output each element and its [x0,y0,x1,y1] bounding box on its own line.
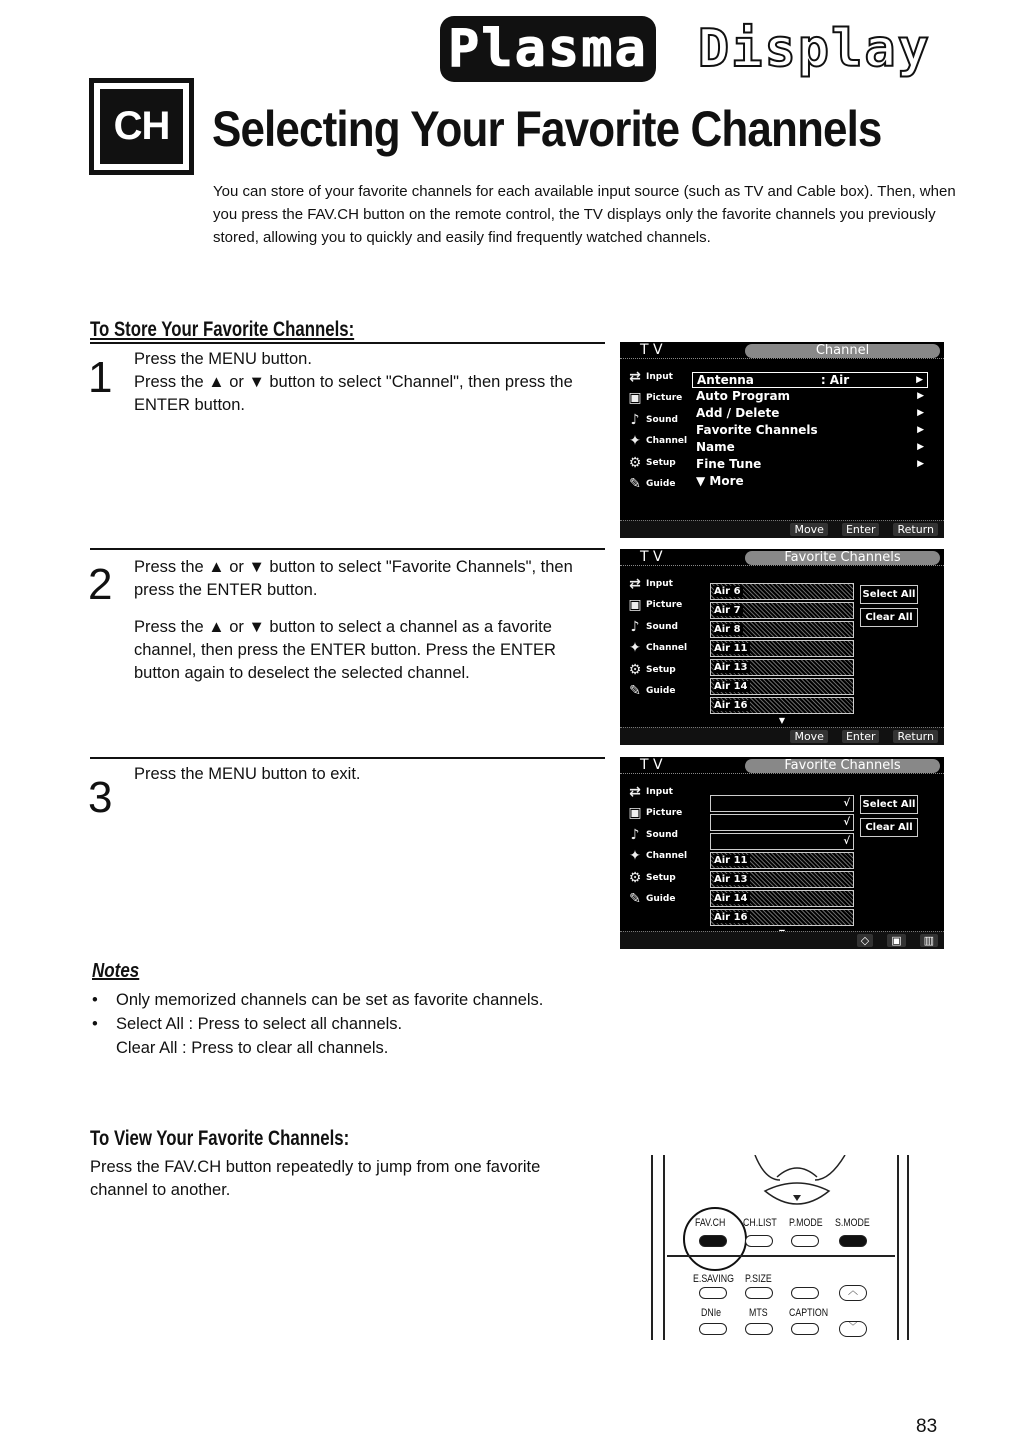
page-number: 83 [916,1416,938,1437]
remote-edge [897,1155,899,1340]
sound-icon: ♪ [630,618,640,635]
input-icon: ⇄ [629,783,641,800]
tv-footer [620,727,944,745]
brand-logo [440,16,931,82]
tv-label: T V [640,549,663,565]
mts-button[interactable] [745,1323,773,1335]
divider [90,342,605,344]
s-mode-label: S.MODE [835,1217,870,1229]
sidebar-item-picture: ▣ Picture [624,595,704,617]
notes-heading: Notes [92,960,140,982]
picture-icon: ▣ [628,390,642,407]
setup-icon: ⚙ [628,869,642,886]
view-heading: To View Your Favorite Channels: [90,1127,350,1150]
step-1-text [134,348,594,431]
remote-edge [651,1155,653,1340]
step-number: 1 [88,353,113,402]
brand-word-display: Display [697,19,931,79]
section-badge [89,78,194,175]
sidebar-item-picture: ▣ Picture [624,803,704,825]
fav-ch-button[interactable] [699,1235,727,1247]
tv-label: T V [640,342,663,358]
notes-list [92,988,652,1060]
sidebar-item-setup: ⚙ Setup [624,867,704,889]
sidebar-item-sound: ♪ Sound [624,409,704,431]
footer-enter: Enter [842,523,880,536]
menu-item-more[interactable]: ▼ More [696,474,744,488]
step-number: 2 [88,560,113,609]
list-item[interactable]: √ [710,833,854,850]
brand-word-plasma: Plasma [440,16,656,82]
ch-list-button[interactable] [745,1235,773,1247]
favorite-actions [860,585,918,631]
tv-footer [620,931,944,949]
fav-ch-label: FAV.CH [695,1217,726,1229]
setup-icon: ⚙ [628,454,642,471]
section-badge-label: CH [100,89,183,164]
select-all-button[interactable]: Select All [860,585,918,604]
sidebar-item-setup: ⚙ Setup [624,452,704,474]
store-heading: To Store Your Favorite Channels: [90,318,355,341]
input-icon: ⇄ [629,575,641,592]
favorite-actions [860,795,918,841]
footer-enter-icon: ▣ [887,934,905,947]
sidebar-item-input: ⇄ Input [624,781,704,803]
scroll-down-icon[interactable]: ▼ [778,716,786,725]
remote-edge [907,1155,909,1340]
remote-edge [663,1155,665,1340]
tv-label: T V [640,757,663,773]
ch-list-label: CH.LIST [743,1217,777,1229]
sidebar-item-channel: ✦ Channel [624,431,704,453]
p-size-label: P.SIZE [745,1273,772,1285]
sidebar-item-guide: ✎ Guide [624,681,704,703]
guide-icon: ✎ [629,891,641,908]
divider [667,1255,895,1257]
tv-header [620,549,944,566]
menu-item-antenna[interactable]: Antenna : Air ▶ [692,372,928,388]
guide-icon: ✎ [629,683,641,700]
view-text: Press the FAV.CH button repeatedly to jump from one favorite channel to another. [90,1158,541,1199]
chevron-down-icon: ﹀ [848,1322,858,1333]
channel-menu-list [692,372,928,490]
tv-header [620,757,944,774]
step-3-paragraph: Press the MENU button to exit. [134,765,361,783]
list-item[interactable]: √ [710,814,854,831]
menu-title: Favorite Channels [745,759,940,773]
chevron-up-icon: ︿ [848,1286,858,1297]
channel-icon: ✦ [629,848,641,865]
dnie-button[interactable] [699,1323,727,1335]
sidebar-item-channel: ✦ Channel [624,638,704,660]
step-number: 3 [88,773,113,822]
tv-sidebar [624,573,704,702]
select-all-button[interactable]: Select All [860,795,918,814]
p-size-button[interactable] [745,1287,773,1299]
sidebar-item-input: ⇄ Input [624,366,704,388]
step-2-paragraph: Press the ▲ or ▼ button to select "Favorite Channels", then press the ENTER button. [134,558,573,599]
footer-return: Return [893,523,938,536]
list-item[interactable]: Air 14 [710,890,854,907]
footer-enter: Enter [842,730,880,743]
tv-header [620,342,944,359]
guide-icon: ✎ [629,476,641,493]
sound-icon: ♪ [630,826,640,843]
list-item[interactable]: Air 13 [710,871,854,888]
caption-label: CAPTION [789,1307,829,1319]
list-item[interactable]: Air 8 [710,621,854,638]
favorite-channel-list [710,795,854,937]
tv-screen-favorite-channels [620,549,944,745]
sidebar-item-setup: ⚙ Setup [624,659,704,681]
menu-item-add-delete[interactable]: Add / Delete ▶ [696,406,924,420]
p-mode-button[interactable] [791,1235,819,1247]
picture-icon: ▣ [628,597,642,614]
menu-item-name[interactable]: Name ▶ [696,440,924,454]
tv-sidebar [624,781,704,910]
caption-button[interactable] [791,1323,819,1335]
list-item: • Only memorized channels can be set as favorite channels. [92,991,544,1009]
menu-title: Channel [745,344,940,358]
list-item[interactable]: Air 7 [710,602,854,619]
footer-move: Move [790,730,828,743]
channel-icon: ✦ [629,640,641,657]
sidebar-item-picture: ▣ Picture [624,388,704,410]
sidebar-item-channel: ✦ Channel [624,846,704,868]
step-3-text [134,763,594,800]
step-2-paragraph: Press the ▲ or ▼ button to select a channel as a favorite channel, then press the ENTER button. Press the ENTER button again to deselect the selected channel. [134,618,556,682]
input-icon: ⇄ [629,368,641,385]
sidebar-item-guide: ✎ Guide [624,474,704,496]
list-item[interactable]: Air 16 [710,697,854,714]
blank-button[interactable] [791,1287,819,1299]
list-item[interactable]: Air 16 [710,909,854,926]
clear-all-button[interactable]: Clear All [860,608,918,627]
list-item[interactable]: Air 14 [710,678,854,695]
footer-move-icon: ◇ [857,934,873,947]
sidebar-item-input: ⇄ Input [624,573,704,595]
mts-label: MTS [749,1307,768,1319]
list-item[interactable]: Air 11 [710,852,854,869]
clear-all-button[interactable]: Clear All [860,818,918,837]
nav-pad-icon [705,1155,885,1213]
intro-paragraph: You can store of your favorite channels for each available input source (such as TV and Cable box). Then, when you press the FAV.CH button on the remote control, the TV displays only the favorite channels you previously stored, allowing you to quickly and easily find frequently watched channels. [213,183,956,246]
divider [90,548,605,550]
setup-icon: ⚙ [628,661,642,678]
footer-return-icon: ▥ [920,934,938,947]
menu-item-favorite-channels[interactable]: Favorite Channels ▶ [696,423,924,437]
footer-move: Move [790,523,828,536]
list-item[interactable]: Air 11 [710,640,854,657]
p-mode-label: P.MODE [789,1217,823,1229]
tv-footer [620,520,944,538]
list-item: • Select All : Press to select all channels. Clear All : Press to clear all channels. [92,1015,403,1057]
sidebar-item-guide: ✎ Guide [624,889,704,911]
favorite-channel-list [710,583,854,725]
e-saving-button[interactable] [699,1287,727,1299]
step-2-text [134,556,594,699]
picture-icon: ▣ [628,805,642,822]
sidebar-item-sound: ♪ Sound [624,824,704,846]
e-saving-label: E.SAVING [693,1273,734,1285]
menu-title: Favorite Channels [745,551,940,565]
channel-up-button[interactable] [839,1285,867,1301]
menu-item-fine-tune[interactable]: Fine Tune ▶ [696,457,924,471]
sound-icon: ♪ [630,411,640,428]
list-item[interactable]: Air 13 [710,659,854,676]
list-item[interactable]: √ [710,795,854,812]
list-item[interactable]: Air 6 [710,583,854,600]
remote-illustration [645,1155,915,1340]
menu-item-auto-program[interactable]: Auto Program ▶ [696,389,924,403]
page-title: Selecting Your Favorite Channels [212,101,882,157]
tv-screen-favorite-channels-selected [620,757,944,949]
step-1-paragraph: Press the MENU button. Press the ▲ or ▼ button to select "Channel", then press the ENTER button. [134,350,573,414]
s-mode-button[interactable] [839,1235,867,1247]
dnie-label: DNIe [701,1307,722,1319]
channel-icon: ✦ [629,433,641,450]
divider [90,757,605,759]
footer-return: Return [893,730,938,743]
channel-down-button[interactable] [839,1321,867,1337]
sidebar-item-sound: ♪ Sound [624,616,704,638]
tv-screen-channel-menu [620,342,944,538]
